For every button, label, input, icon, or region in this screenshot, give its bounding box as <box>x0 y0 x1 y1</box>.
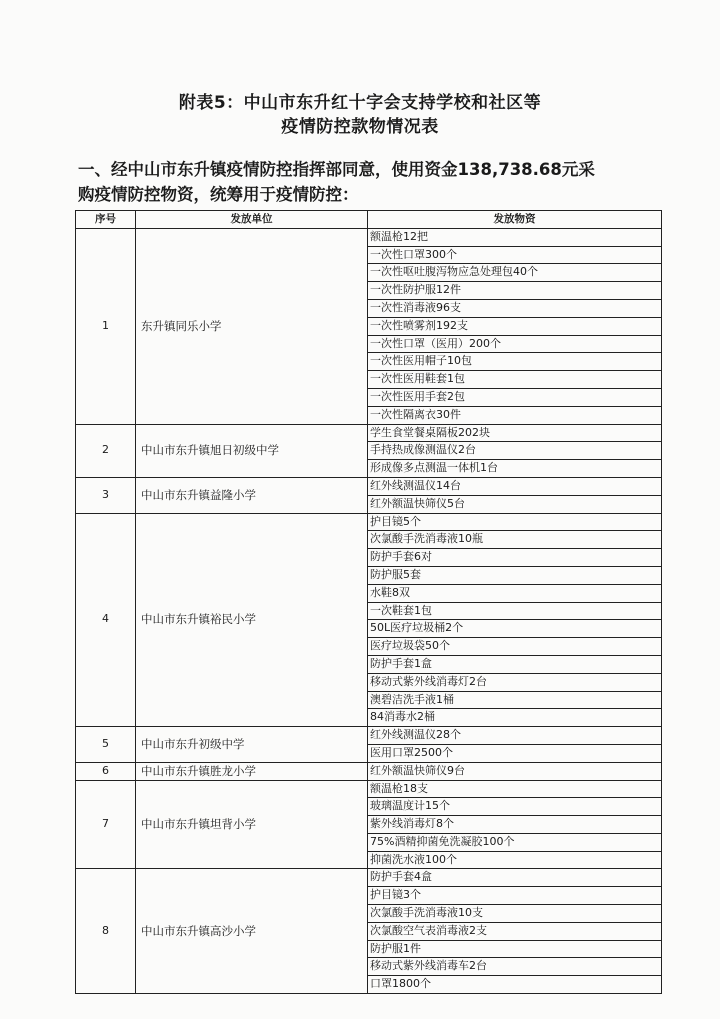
row-item: 澳碧洁洗手液1桶 <box>368 691 662 709</box>
row-item: 一次性医用鞋套1包 <box>368 371 662 389</box>
row-item: 一次性隔离衣30件 <box>368 406 662 424</box>
row-item: 一次性防护服12件 <box>368 282 662 300</box>
row-item: 移动式紫外线消毒车2台 <box>368 958 662 976</box>
row-item: 次氯酸手洗消毒液10支 <box>368 905 662 923</box>
table-row <box>76 727 662 745</box>
intro-line-2: 购疫情防控物资，统筹用于疫情防控： <box>78 185 359 204</box>
row-item: 次氯酸手洗消毒液10瓶 <box>368 531 662 549</box>
row-item: 一次性口罩（医用）200个 <box>368 335 662 353</box>
row-item: 75%酒精抑菌免洗凝胶100个 <box>368 833 662 851</box>
row-item: 一次性医用帽子10包 <box>368 353 662 371</box>
row-item: 防护服1件 <box>368 940 662 958</box>
row-item: 红外额温快筛仪9台 <box>368 762 662 780</box>
row-seq: 8 <box>76 869 136 994</box>
row-item: 学生食堂餐桌隔板202块 <box>368 424 662 442</box>
row-item: 红外额温快筛仪5台 <box>368 495 662 513</box>
row-seq: 1 <box>76 228 136 424</box>
row-item: 医用口罩2500个 <box>368 744 662 762</box>
row-item: 一次性医用手套2包 <box>368 388 662 406</box>
table-row <box>76 780 662 798</box>
row-seq: 3 <box>76 477 136 513</box>
table-body <box>76 228 662 993</box>
row-item: 额温枪12把 <box>368 228 662 246</box>
row-seq: 6 <box>76 762 136 780</box>
row-item: 一次性喷雾剂192支 <box>368 317 662 335</box>
title-line-2: 疫情防控款物情况表 <box>281 117 439 137</box>
row-item: 移动式紫外线消毒灯2台 <box>368 673 662 691</box>
intro-line-1: 一、经中山市东升镇疫情防控指挥部同意，使用资金138,738.68元采 <box>78 160 595 179</box>
header-unit: 发放单位 <box>136 211 368 229</box>
row-item: 玻璃温度计15个 <box>368 798 662 816</box>
row-item: 护目镜3个 <box>368 887 662 905</box>
row-unit: 中山市东升初级中学 <box>136 727 368 763</box>
row-item: 手持热成像测温仪2台 <box>368 442 662 460</box>
row-unit: 东升镇同乐小学 <box>136 228 368 424</box>
row-item: 一次鞋套1包 <box>368 602 662 620</box>
table-header-row <box>76 211 662 229</box>
row-unit: 中山市东升镇益隆小学 <box>136 477 368 513</box>
row-seq: 7 <box>76 780 136 869</box>
row-unit: 中山市东升镇坦背小学 <box>136 780 368 869</box>
row-item: 额温枪18支 <box>368 780 662 798</box>
header-seq: 序号 <box>76 211 136 229</box>
row-seq: 4 <box>76 513 136 727</box>
row-item: 护目镜5个 <box>368 513 662 531</box>
row-item: 医疗垃圾袋50个 <box>368 638 662 656</box>
row-item: 防护服5套 <box>368 566 662 584</box>
row-item: 抑菌洗水液100个 <box>368 851 662 869</box>
row-item: 一次性口罩300个 <box>368 246 662 264</box>
row-seq: 2 <box>76 424 136 477</box>
table-row <box>76 477 662 495</box>
table-row <box>76 424 662 442</box>
row-item: 紫外线消毒灯8个 <box>368 816 662 834</box>
table-row <box>76 513 662 531</box>
row-unit: 中山市东升镇旭日初级中学 <box>136 424 368 477</box>
row-item: 防护手套4盒 <box>368 869 662 887</box>
row-item: 口罩1800个 <box>368 976 662 994</box>
row-item: 84消毒水2桶 <box>368 709 662 727</box>
row-unit: 中山市东升镇高沙小学 <box>136 869 368 994</box>
row-item: 一次性消毒液96支 <box>368 299 662 317</box>
row-item: 次氯酸空气表消毒液2支 <box>368 922 662 940</box>
row-item: 一次性呕吐腹泻物应急处理包40个 <box>368 264 662 282</box>
row-item: 形成像多点测温一体机1台 <box>368 460 662 478</box>
row-item: 红外线测温仪14台 <box>368 477 662 495</box>
row-item: 水鞋8双 <box>368 584 662 602</box>
row-item: 50L医疗垃圾桶2个 <box>368 620 662 638</box>
header-items: 发放物资 <box>368 211 662 229</box>
title-line-1: 附表5：中山市东升红十字会支持学校和社区等 <box>178 93 542 113</box>
row-item: 防护手套1盒 <box>368 655 662 673</box>
table-row <box>76 228 662 246</box>
row-seq: 5 <box>76 727 136 763</box>
supplies-table <box>75 210 662 994</box>
table-row <box>76 869 662 887</box>
table-row <box>76 762 662 780</box>
row-item: 防护手套6对 <box>368 549 662 567</box>
row-unit: 中山市东升镇裕民小学 <box>136 513 368 727</box>
row-item: 红外线测温仪28个 <box>368 727 662 745</box>
row-unit: 中山市东升镇胜龙小学 <box>136 762 368 780</box>
